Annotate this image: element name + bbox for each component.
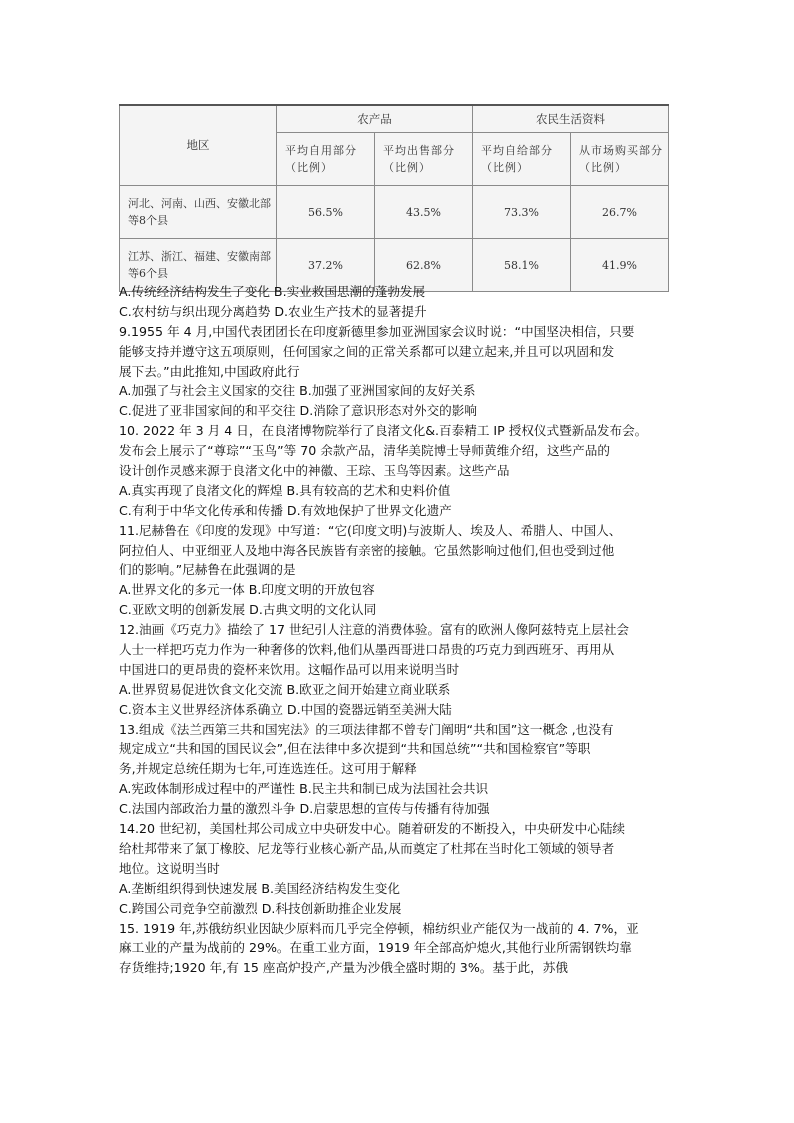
table-subheader: 平均自用部分（比例） (277, 133, 375, 186)
text-line: A.传统经济结构发生了变化 B.实业救国思潮的蓬勃发展 (119, 284, 426, 299)
question-text (119, 282, 689, 978)
text-line: A.世界文化的多元一体 B.印度文明的开放包容 (119, 582, 375, 598)
table-cell: 58.1% (473, 239, 571, 292)
table-header-group: 农民生活资料 (473, 105, 669, 133)
table-header-group: 农产品 (277, 105, 473, 133)
text-line: A.垄断组织得到快速发展 B.美国经济结构发生变化 (119, 880, 400, 896)
table-subheader: 平均自给部分（比例） (473, 133, 571, 186)
text-line: 12.油画《巧克力》描绘了 17 世纪引人注意的消费体验。富有的欧洲人像阿兹特克上层社会 (119, 622, 630, 638)
table-row (120, 186, 669, 239)
text-line: 存货维持;1920 年,有 15 座高炉投产,产量为沙俄全盛时期的 3%。基于此，苏俄 (119, 960, 568, 976)
table-cell-region: 江苏、浙江、福建、安徽南部等6个县 (120, 239, 277, 292)
table-cell: 62.8% (375, 239, 473, 292)
table-cell: 41.9% (571, 239, 669, 292)
text-line: 11.尼赫鲁在《印度的发现》中写道：“它(印度文明)与波斯人、埃及人、希腊人、中国人、 (119, 522, 622, 538)
text-line: 规定成立“共和国的国民议会”,但在法律中多次提到“共和国总统”“共和国检察官”等职 (119, 741, 591, 757)
text-line: 麻工业的产量为战前的 29%。在重工业方面，1919 年全部高炉熄火,其他行业所需钢铁均靠 (119, 940, 632, 956)
text-line: 能够支持并遵守这五项原则，任何国家之间的正常关系都可以建立起来,并且可以巩固和发 (119, 343, 615, 359)
text-line: C.促进了亚非国家间的和平交往 D.消除了意识形态对外交的影响 (119, 403, 477, 419)
text-line: 设计创作灵感来源于良渚文化中的神徽、王琮、玉鸟等因素。这些产品 (119, 463, 510, 479)
survey-table (119, 104, 669, 292)
table-subheader: 平均出售部分（比例） (375, 133, 473, 186)
text-line: C.资本主义世界经济体系确立 D.中国的瓷器远销至美洲大陆 (119, 701, 452, 717)
text-line: 15. 1919 年,苏俄纺织业因缺少原料而几乎完全停顿，棉纺织业产能仅为一战前的 4. 7%，亚 (119, 920, 639, 936)
table-subheader: 从市场购买部分（比例） (571, 133, 669, 186)
text-line: 9.1955 年 4 月,中国代表团团长在印度新德里参加亚洲国家会议时说：“中国坚决相信，只要 (119, 323, 635, 339)
text-line: A.宪政体制形成过程中的严谨性 B.民主共和制已成为法国社会共识 (119, 781, 489, 797)
text-line: 阿拉伯人、中亚细亚人及地中海各民族皆有亲密的接触。它虽然影响过他们,但也受到过他 (119, 542, 615, 558)
table-header-region: 地区 (120, 105, 277, 186)
text-line: C.农村纺与织出现分离趋势 D.农业生产技术的显著提升 (119, 303, 427, 319)
text-line: C.法国内部政治力量的激烈斗争 D.启蒙思想的宣传与传播有待加强 (119, 801, 490, 817)
table-cell: 56.5% (277, 186, 375, 239)
text-line: 人士一样把巧克力作为一种奢侈的饮料,他们从墨西哥进口昂贵的巧克力到西班牙、再用从 (119, 642, 615, 658)
table-cell: 73.3% (473, 186, 571, 239)
text-line: A.真实再现了良渚文化的辉煌 B.具有较高的艺术和史料价值 (119, 482, 451, 498)
text-line: A.加强了与社会主义国家的交往 B.加强了亚洲国家间的友好关系 (119, 383, 476, 399)
text-line: 中国进口的更昂贵的瓷杯来饮用。这幅作品可以用来说明当时 (119, 661, 460, 677)
text-line: 14.20 世纪初，美国杜邦公司成立中央研发中心。随着研发的不断投入，中央研发中心陆续 (119, 821, 626, 837)
text-line: 13.组成《法兰西第三共和国宪法》的三项法律都不曾专门阐明“共和国”这一概念 ,也没有 (119, 721, 614, 737)
text-line: A.世界贸易促进饮食文化交流 B.欧亚之间开始建立商业联系 (119, 681, 451, 697)
table-cell-region: 河北、河南、山西、安徽北部等8个县 (120, 186, 277, 239)
text-line: 们的影响。”尼赫鲁在此强调的是 (119, 562, 296, 578)
text-line: C.有利于中华文化传承和传播 D.有效地保护了世界文化遗产 (119, 502, 452, 518)
text-line: 展下去。”由此推知,中国政府此行 (119, 363, 300, 379)
text-line: 10. 2022 年 3 月 4 日，在良渚博物院举行了良渚文化&.百泰精工 IP 授权仪式暨新品发布会。 (119, 423, 648, 439)
table-cell: 37.2% (277, 239, 375, 292)
text-line: C.跨国公司竞争空前激烈 D.科技创新助推企业发展 (119, 900, 402, 916)
text-line: 地位。这说明当时 (119, 860, 220, 876)
table-cell: 26.7% (571, 186, 669, 239)
table-cell: 43.5% (375, 186, 473, 239)
text-line: 务,并规定总统任期为七年,可连选连任。这可用于解释 (119, 761, 417, 777)
text-line: C.亚欧文明的创新发展 D.古典文明的文化认同 (119, 602, 377, 618)
text-line: 给杜邦带来了氯丁橡胶、尼龙等行业核心新产品,从而奠定了杜邦在当时化工领域的领导者 (119, 840, 615, 856)
text-line: 发布会上展示了“尊琮”“玉鸟”等 70 余款产品，清华美院博士导师黄维介绍，这些产品的 (119, 443, 610, 459)
